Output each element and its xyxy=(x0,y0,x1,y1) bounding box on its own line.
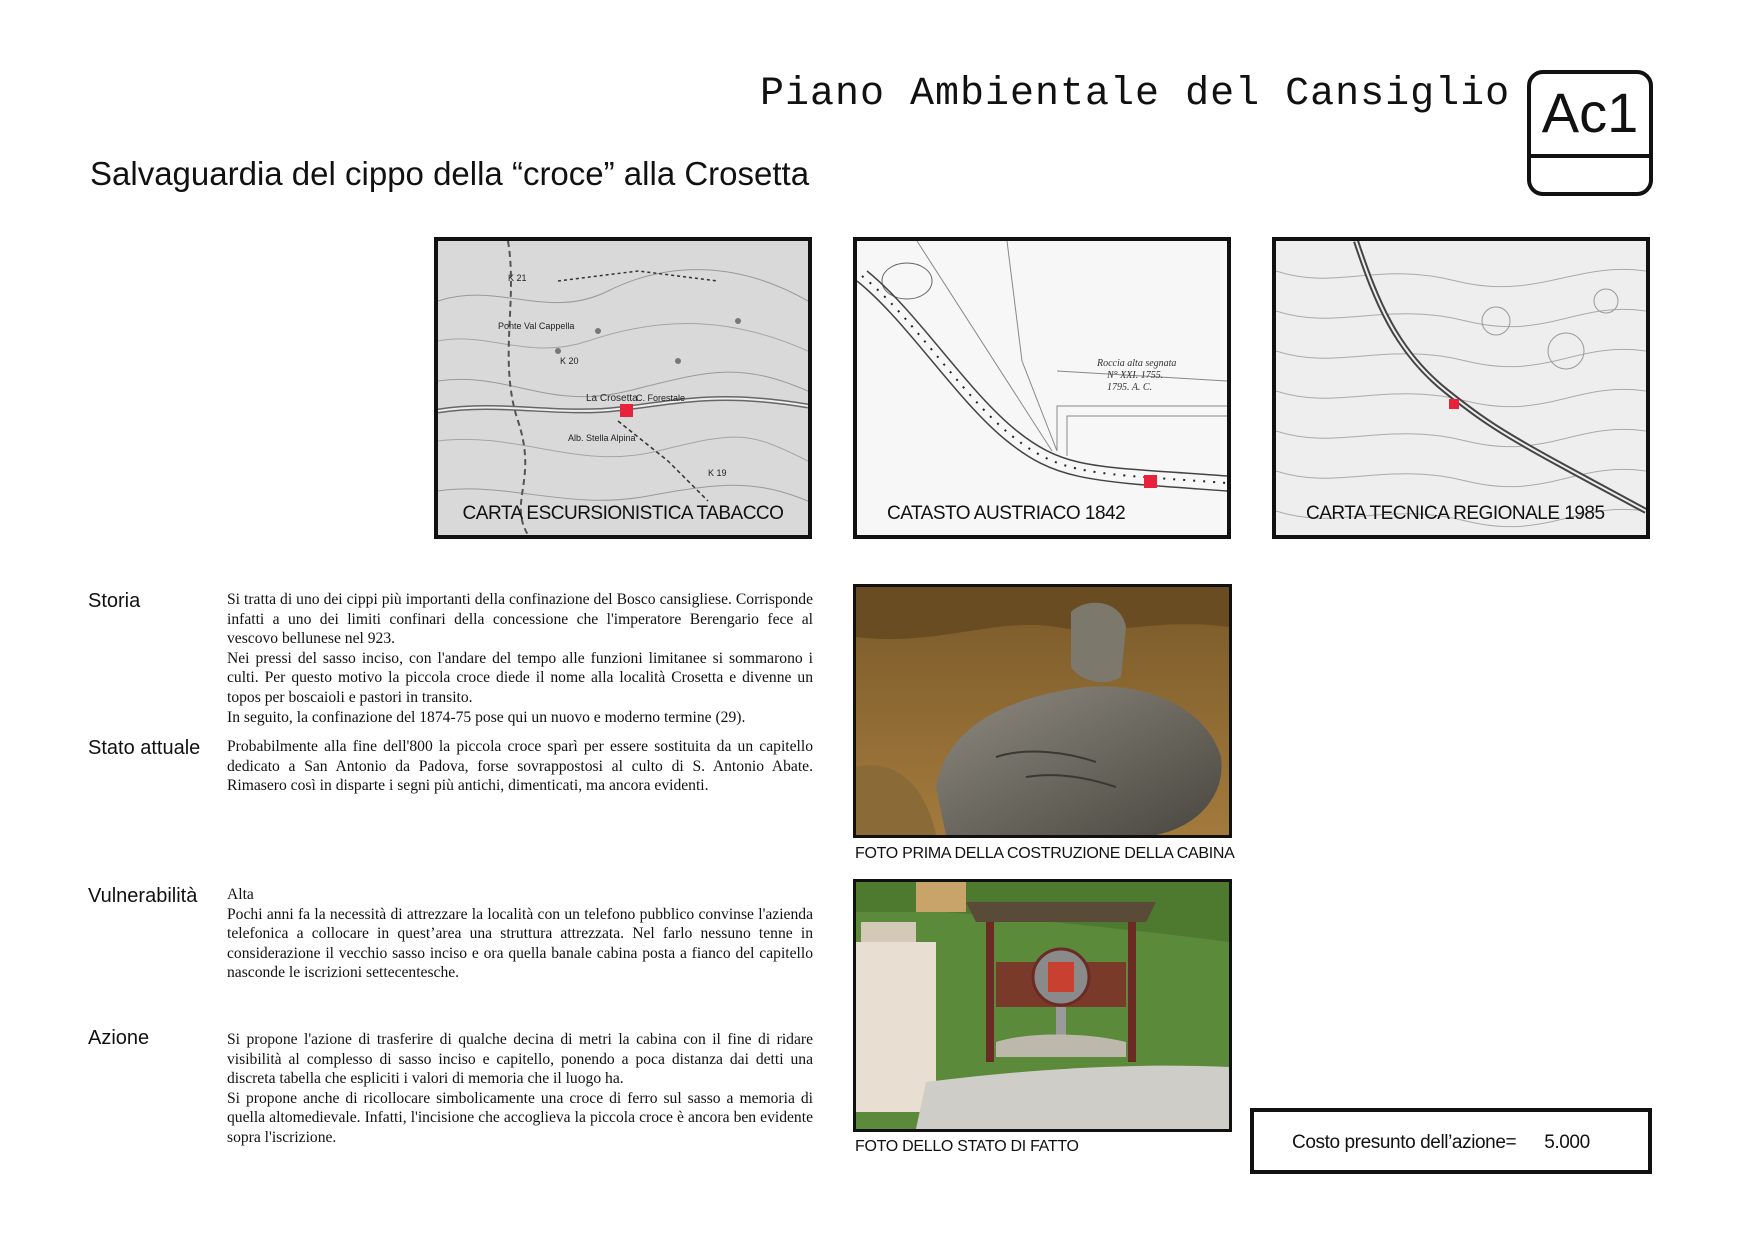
badge-divider xyxy=(1531,154,1649,158)
location-marker xyxy=(620,404,633,417)
map-ctr xyxy=(1272,237,1650,539)
action-code-badge xyxy=(1527,70,1653,196)
cost-label: Costo presunto dell’azione= xyxy=(1292,1132,1517,1153)
map1-label-k20: K 20 xyxy=(560,356,579,366)
section-label-stato: Stato attuale xyxy=(88,737,201,759)
photo-booth-graphic xyxy=(856,882,1229,1129)
paragraph: Si tratta di uno dei cippi più importanti della confinazione del Bosco cansigliese. Corrisponde infatti a uno dei limiti confinari della concessione che l'imperatore Berengario fece al vescovo bellunese nel 923. xyxy=(227,591,813,648)
page-title: Salvaguardia del cippo della “croce” alla Crosetta xyxy=(90,155,810,192)
map1-label-k19: K 19 xyxy=(708,468,727,478)
map1-label-ponte: Ponte Val Cappella xyxy=(498,321,575,331)
section-text-azione xyxy=(227,1030,813,1148)
cost-value: 5.000 xyxy=(1544,1132,1590,1153)
map2-note-line2: N° XXI. 1755. xyxy=(1107,370,1164,381)
map1-label-k21: K 21 xyxy=(508,273,527,283)
section-label-azione: Azione xyxy=(88,1027,150,1049)
section-label-storia: Storia xyxy=(88,590,141,612)
action-code: Ac1 xyxy=(1541,81,1639,144)
paragraph: Nei pressi del sasso inciso, con l'andare del tempo alle funzioni limitanee si sommarono i culti. Per questo motivo la piccola croce diede il nome alla località Crosetta e divenne un topos per boscaioli e pastori in transito. xyxy=(227,649,813,706)
paragraph: Alta xyxy=(227,886,254,903)
document-header-title: Piano Ambientale del Cansiglio xyxy=(760,72,1511,117)
map-caption: CARTA ESCURSIONISTICA TABACCO xyxy=(462,503,784,524)
map1-label-forestale: C. Forestale xyxy=(636,393,686,403)
section-text-vulnerabilita xyxy=(227,885,813,983)
paragraph: Probabilmente alla fine dell'800 la piccola croce sparì per essere sostituita da un capitello dedicato a San Antonio da Padova, forse sovrappostosi al culto di S. Antonio Abate. Rimasero così in disparte i segni più antichi, dimenticati, ma ancora evidenti. xyxy=(227,738,813,795)
map2-note-line3: 1795. A. C. xyxy=(1107,382,1153,393)
paragraph: Pochi anni fa la necessità di attrezzare la località con un telefono pubblico convinse l'azienda telefonica a collocare in quest’area una struttura attrezzata. Nel farlo nessuno tenne in considerazione il vecchio sasso inciso e ora quella banale cabina posta a fianco del capitello nasconde le iscrizioni settecentesche. xyxy=(227,905,813,982)
location-marker xyxy=(1449,399,1459,409)
photo-stone-before xyxy=(853,584,1232,838)
paragraph: Si propone l'azione di trasferire di qualche decina di metri la cabina con il fine di ridare visibilità al complesso di sasso inciso e capitello, ponendo a poca distanza dai detti una discreta tabella che espliciti i valori di memoria che il luogo ha. xyxy=(227,1031,813,1088)
cost-line xyxy=(1292,1132,1590,1154)
map-caption: CARTA TECNICA REGIONALE 1985 xyxy=(1306,503,1605,524)
map-tabacco xyxy=(434,237,812,539)
photo-caption: FOTO DELLO STATO DI FATTO xyxy=(855,1138,1079,1155)
paragraph: Si propone anche di ricollocare simbolicamente una croce di ferro sul sasso a memoria di quella altomedievale. Infatti, l'incisione che accoglieva la piccola croce è ancora ben evidente sopra l'iscrizione. xyxy=(227,1089,813,1146)
paragraph: In seguito, la confinazione del 1874-75 pose qui un nuovo e moderno termine (29). xyxy=(227,708,746,726)
photo-stone-graphic xyxy=(856,587,1229,835)
map-catasto-graphic xyxy=(857,241,1227,535)
map-ctr-graphic xyxy=(1276,241,1646,535)
cost-box xyxy=(1250,1108,1652,1174)
map-tabacco-graphic xyxy=(438,241,808,535)
map-catasto xyxy=(853,237,1231,539)
photo-phone-booth xyxy=(853,879,1232,1132)
section-label-vulnerabilita: Vulnerabilità xyxy=(88,885,198,907)
map1-label-crosetta: La Crosetta xyxy=(586,393,638,404)
photo-caption: FOTO PRIMA DELLA COSTRUZIONE DELLA CABINA xyxy=(855,845,1235,862)
location-marker xyxy=(1144,475,1157,488)
section-text-storia xyxy=(227,590,813,727)
map1-label-albergo: Alb. Stella Alpina xyxy=(568,433,636,443)
section-text-stato xyxy=(227,737,813,796)
map-caption: CATASTO AUSTRIACO 1842 xyxy=(887,503,1126,524)
map2-note-line1: Roccia alta segnata xyxy=(1097,358,1177,369)
